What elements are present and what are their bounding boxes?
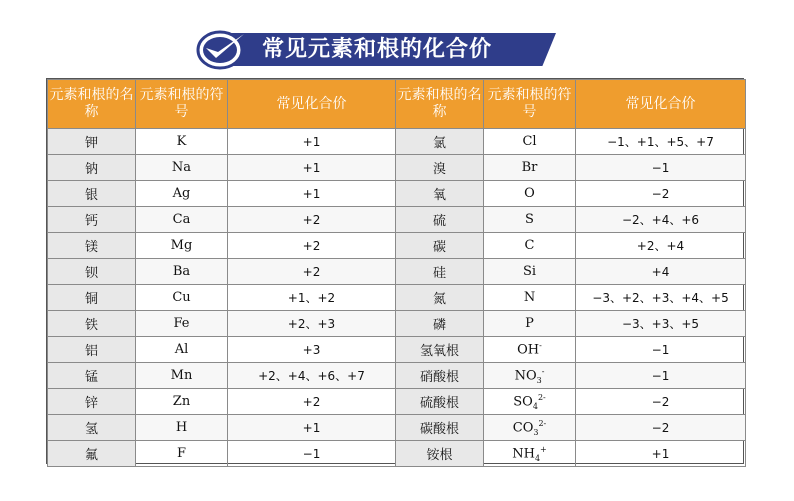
table-row <box>48 363 746 389</box>
symbol-text: Ca <box>172 212 191 227</box>
table-row <box>48 415 746 441</box>
valence-cell: +1 <box>228 181 396 207</box>
element-name-cell: 氟 <box>48 441 136 467</box>
element-name-cell: 钙 <box>48 207 136 233</box>
symbol-text: Cu <box>172 290 191 305</box>
valence-cell: +2 <box>228 233 396 259</box>
symbol-superscript: 2- <box>537 392 546 402</box>
symbol-text: CO <box>512 419 534 435</box>
valence-cell: +2 <box>228 259 396 285</box>
valence-cell: +2 <box>228 389 396 415</box>
symbol-text: C <box>524 238 535 253</box>
symbol-subscript: 4 <box>532 401 538 411</box>
valence-cell: +1 <box>228 129 396 155</box>
valence-cell: −3、+2、+3、+4、+5 <box>576 285 746 311</box>
element-name-cell: 铜 <box>48 285 136 311</box>
symbol-text: Ag <box>172 186 191 201</box>
element-name-cell: 溴 <box>396 155 484 181</box>
element-symbol-cell <box>484 207 576 233</box>
element-name-cell: 碳酸根 <box>396 415 484 441</box>
element-symbol-cell <box>136 155 228 181</box>
checkmark-logo-icon <box>196 30 250 70</box>
symbol-text: H <box>175 420 188 435</box>
valence-cell: +2 <box>228 207 396 233</box>
element-symbol-cell <box>136 389 228 415</box>
element-symbol-cell <box>484 233 576 259</box>
symbol-text: NO <box>514 367 537 383</box>
element-name-cell: 铵根 <box>396 441 484 467</box>
valence-cell: +1 <box>576 441 746 467</box>
valence-cell: +3 <box>228 337 396 363</box>
valence-cell: −1 <box>576 155 746 181</box>
element-symbol-cell <box>484 155 576 181</box>
table-row <box>48 285 746 311</box>
element-symbol-cell <box>136 207 228 233</box>
element-name-cell: 锌 <box>48 389 136 415</box>
symbol-text: OH <box>517 342 540 358</box>
element-symbol-cell <box>484 441 576 467</box>
symbol-superscript: 2- <box>538 418 547 428</box>
symbol-text: Na <box>171 160 192 175</box>
element-name-cell: 镁 <box>48 233 136 259</box>
symbol-text: Si <box>522 264 537 279</box>
symbol-text: NH <box>512 445 535 461</box>
element-name-cell: 锰 <box>48 363 136 389</box>
symbol-text: P <box>525 316 534 331</box>
valence-cell: −1、+1、+5、+7 <box>576 129 746 155</box>
element-symbol-cell <box>136 285 228 311</box>
symbol-text: Mn <box>170 368 193 383</box>
table-row <box>48 311 746 337</box>
valence-cell: +2、+4 <box>576 233 746 259</box>
element-name-cell: 铝 <box>48 337 136 363</box>
header-symbol-right: 元素和根的符号 <box>484 80 576 129</box>
table-row <box>48 233 746 259</box>
element-symbol-cell <box>484 415 576 441</box>
table-row <box>48 441 746 467</box>
table-row <box>48 389 746 415</box>
valence-cell: −1 <box>576 363 746 389</box>
element-symbol-cell <box>484 363 576 389</box>
valence-cell: −2 <box>576 181 746 207</box>
element-name-cell: 硫 <box>396 207 484 233</box>
symbol-subscript: 3 <box>536 375 542 385</box>
element-symbol-cell <box>136 415 228 441</box>
header-valence-left: 常见化合价 <box>228 80 396 129</box>
symbol-superscript: - <box>541 366 545 376</box>
page-title: 常见元素和根的化合价 <box>262 37 493 62</box>
element-symbol-cell <box>484 337 576 363</box>
element-name-cell: 氢氧根 <box>396 337 484 363</box>
element-name-cell: 氯 <box>396 129 484 155</box>
header-name-right: 元素和根的名称 <box>396 80 484 129</box>
element-symbol-cell <box>136 259 228 285</box>
symbol-text: Al <box>174 342 189 357</box>
element-name-cell: 氢 <box>48 415 136 441</box>
element-symbol-cell <box>136 337 228 363</box>
valence-cell: +1 <box>228 415 396 441</box>
element-name-cell: 氮 <box>396 285 484 311</box>
element-symbol-cell <box>484 259 576 285</box>
valence-cell: +4 <box>576 259 746 285</box>
element-name-cell: 钾 <box>48 129 136 155</box>
valence-cell: −2 <box>576 389 746 415</box>
element-name-cell: 氧 <box>396 181 484 207</box>
valence-cell: −2 <box>576 415 746 441</box>
element-symbol-cell <box>484 181 576 207</box>
element-symbol-cell <box>136 311 228 337</box>
valence-cell: −2、+4、+6 <box>576 207 746 233</box>
symbol-subscript: 4 <box>534 453 541 463</box>
symbol-text: Cl <box>522 134 537 149</box>
symbol-text: K <box>176 134 187 149</box>
element-symbol-cell <box>484 389 576 415</box>
header-valence-right: 常见化合价 <box>576 80 746 129</box>
symbol-superscript: - <box>539 341 542 351</box>
table-body <box>48 129 746 467</box>
element-symbol-cell <box>484 285 576 311</box>
element-name-cell: 钠 <box>48 155 136 181</box>
valence-table <box>47 79 746 467</box>
valence-cell: +2、+3 <box>228 311 396 337</box>
symbol-text: Ba <box>172 264 191 279</box>
valence-cell: −1 <box>576 337 746 363</box>
element-name-cell: 钡 <box>48 259 136 285</box>
table-row <box>48 259 746 285</box>
element-name-cell: 磷 <box>396 311 484 337</box>
symbol-text: SO <box>513 393 533 409</box>
table-header-row <box>48 80 746 129</box>
symbol-text: Zn <box>172 394 191 409</box>
element-symbol-cell <box>136 181 228 207</box>
element-symbol-cell <box>136 233 228 259</box>
valence-cell: +1、+2 <box>228 285 396 311</box>
element-symbol-cell <box>136 129 228 155</box>
valence-cell: +2、+4、+6、+7 <box>228 363 396 389</box>
element-name-cell: 铁 <box>48 311 136 337</box>
element-symbol-cell <box>484 311 576 337</box>
valence-cell: −3、+3、+5 <box>576 311 746 337</box>
element-name-cell: 硅 <box>396 259 484 285</box>
symbol-text: F <box>176 446 187 461</box>
symbol-subscript: 3 <box>533 427 539 437</box>
symbol-text: Br <box>521 160 538 175</box>
table-row <box>48 129 746 155</box>
symbol-text: Mg <box>170 238 193 253</box>
table-row <box>48 337 746 363</box>
symbol-text: O <box>524 186 535 201</box>
title-banner <box>196 30 561 70</box>
table-row <box>48 181 746 207</box>
element-name-cell: 碳 <box>396 233 484 259</box>
symbol-text: N <box>523 290 536 305</box>
symbol-text: Fe <box>173 316 190 331</box>
header-name-left: 元素和根的名称 <box>48 80 136 129</box>
element-symbol-cell <box>136 441 228 467</box>
table-row <box>48 207 746 233</box>
element-symbol-cell <box>484 129 576 155</box>
symbol-text: S <box>525 212 534 227</box>
element-symbol-cell <box>136 363 228 389</box>
valence-table-container <box>46 78 744 464</box>
element-name-cell: 硝酸根 <box>396 363 484 389</box>
element-name-cell: 银 <box>48 181 136 207</box>
valence-cell: +1 <box>228 155 396 181</box>
header-symbol-left: 元素和根的符号 <box>136 80 228 129</box>
valence-cell: −1 <box>228 441 396 467</box>
table-row <box>48 155 746 181</box>
element-name-cell: 硫酸根 <box>396 389 484 415</box>
symbol-superscript: + <box>540 444 547 454</box>
